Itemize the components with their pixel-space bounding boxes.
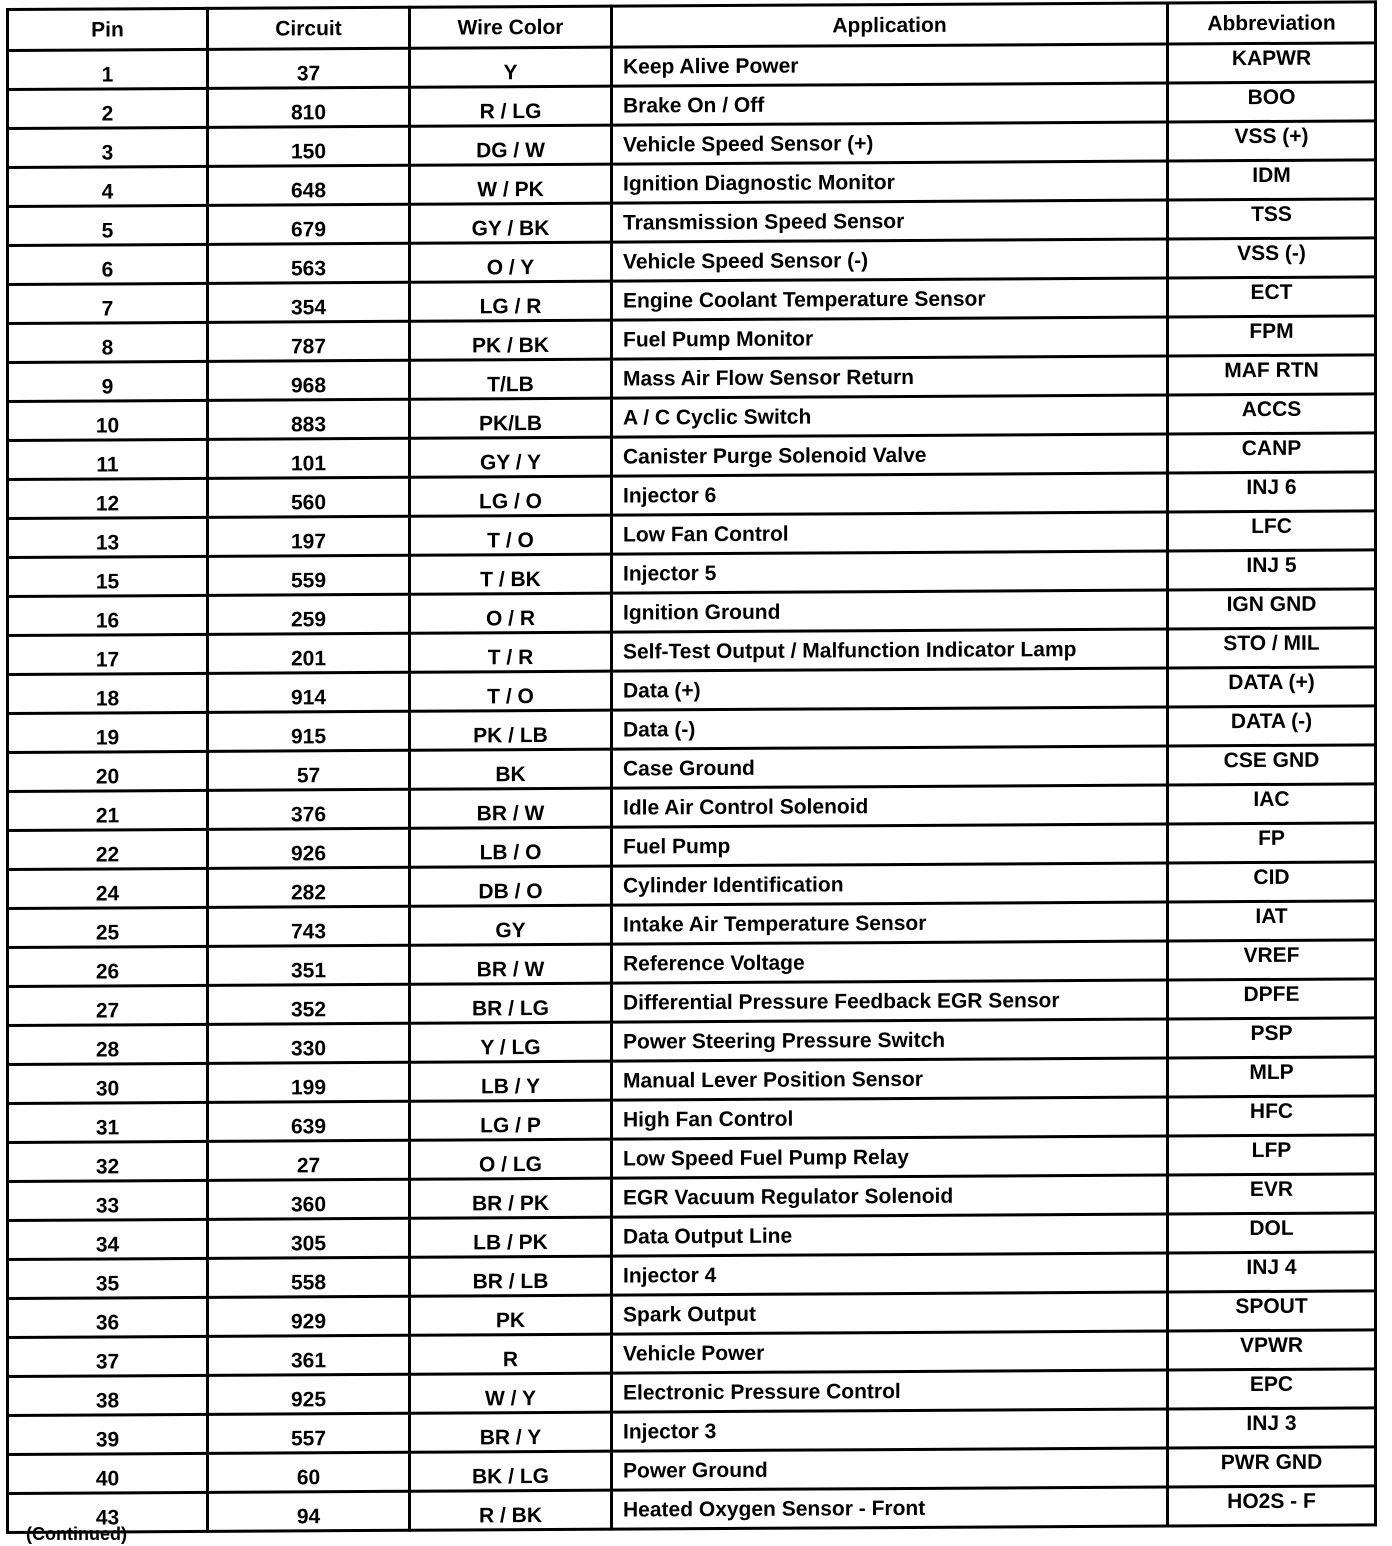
abbreviation-cell: BOO <box>1168 82 1376 122</box>
pin-cell: 13 <box>8 517 208 557</box>
application-cell: Case Ground <box>612 746 1168 788</box>
wire-color-cell: LB / PK <box>410 1217 612 1257</box>
pin-cell: 22 <box>8 829 208 869</box>
wire-color-cell: LG / R <box>410 281 612 321</box>
pin-cell: 4 <box>8 166 208 206</box>
pin-cell: 7 <box>8 283 208 323</box>
circuit-cell: 926 <box>208 828 410 868</box>
wire-color-cell: W / PK <box>410 164 612 204</box>
pin-cell: 24 <box>8 868 208 908</box>
pin-cell: 31 <box>8 1102 208 1142</box>
circuit-cell: 150 <box>208 126 410 166</box>
abbreviation-cell: STO / MIL <box>1168 628 1376 668</box>
application-cell: Ignition Ground <box>612 590 1168 632</box>
circuit-cell: 27 <box>208 1140 410 1180</box>
wire-color-cell: R / LG <box>410 86 612 126</box>
pin-table <box>6 0 1377 1534</box>
application-cell: Electronic Pressure Control <box>612 1370 1168 1412</box>
abbreviation-cell: FP <box>1168 823 1376 863</box>
application-cell: Transmission Speed Sensor <box>612 200 1168 242</box>
application-cell: Power Ground <box>612 1448 1168 1490</box>
pin-cell: 32 <box>8 1141 208 1181</box>
pin-cell: 6 <box>8 244 208 284</box>
wire-color-cell: BR / LG <box>410 983 612 1023</box>
application-cell: Reference Voltage <box>612 941 1168 983</box>
wire-color-cell: LG / O <box>410 476 612 516</box>
abbreviation-cell: CSE GND <box>1168 745 1376 785</box>
pin-cell: 25 <box>8 907 208 947</box>
abbreviation-cell: KAPWR <box>1168 43 1376 83</box>
pin-cell: 2 <box>8 88 208 128</box>
abbreviation-cell: CID <box>1168 862 1376 902</box>
abbreviation-cell: VPWR <box>1168 1330 1376 1370</box>
abbreviation-cell: DATA (+) <box>1168 667 1376 707</box>
wire-color-cell: GY / Y <box>410 437 612 477</box>
pin-cell: 38 <box>8 1375 208 1415</box>
header-abbreviation: Abbreviation <box>1168 2 1376 44</box>
abbreviation-cell: PSP <box>1168 1018 1376 1058</box>
abbreviation-cell: MLP <box>1168 1057 1376 1097</box>
pin-cell: 10 <box>8 400 208 440</box>
pin-cell: 18 <box>8 673 208 713</box>
abbreviation-cell: MAF RTN <box>1168 355 1376 395</box>
abbreviation-cell: ECT <box>1168 277 1376 317</box>
circuit-cell: 648 <box>208 165 410 205</box>
application-cell: Power Steering Pressure Switch <box>612 1019 1168 1061</box>
pin-cell: 43 <box>8 1492 208 1532</box>
application-cell: Ignition Diagnostic Monitor <box>612 161 1168 203</box>
abbreviation-cell: INJ 4 <box>1168 1252 1376 1292</box>
pin-cell: 27 <box>8 985 208 1025</box>
abbreviation-cell: LFC <box>1168 511 1376 551</box>
abbreviation-cell: FPM <box>1168 316 1376 356</box>
wire-color-cell: PK / LB <box>410 710 612 750</box>
abbreviation-cell: LFP <box>1168 1135 1376 1175</box>
application-cell: A / C Cyclic Switch <box>612 395 1168 437</box>
application-cell: Low Fan Control <box>612 512 1168 554</box>
abbreviation-cell: SPOUT <box>1168 1291 1376 1331</box>
abbreviation-cell: IAT <box>1168 901 1376 941</box>
application-cell: Injector 5 <box>612 551 1168 593</box>
header-wire-color: Wire Color <box>410 6 612 48</box>
wire-color-cell: BR / Y <box>410 1412 612 1452</box>
application-cell: Mass Air Flow Sensor Return <box>612 356 1168 398</box>
circuit-cell: 679 <box>208 204 410 244</box>
wire-color-cell: PK/LB <box>410 398 612 438</box>
circuit-cell: 639 <box>208 1101 410 1141</box>
application-cell: EGR Vacuum Regulator Solenoid <box>612 1175 1168 1217</box>
abbreviation-cell: INJ 6 <box>1168 472 1376 512</box>
application-cell: Engine Coolant Temperature Sensor <box>612 278 1168 320</box>
pin-cell: 8 <box>8 322 208 362</box>
pin-cell: 39 <box>8 1414 208 1454</box>
wire-color-cell: T / R <box>410 632 612 672</box>
pin-cell: 36 <box>8 1297 208 1337</box>
application-cell: Vehicle Power <box>612 1331 1168 1373</box>
circuit-cell: 376 <box>208 789 410 829</box>
circuit-cell: 354 <box>208 282 410 322</box>
application-cell: Fuel Pump Monitor <box>612 317 1168 359</box>
abbreviation-cell: ACCS <box>1168 394 1376 434</box>
circuit-cell: 558 <box>208 1257 410 1297</box>
abbreviation-cell: DATA (-) <box>1168 706 1376 746</box>
wire-color-cell: GY <box>410 905 612 945</box>
abbreviation-cell: DPFE <box>1168 979 1376 1019</box>
wire-color-cell: BK / LG <box>410 1451 612 1491</box>
pin-cell: 40 <box>8 1453 208 1493</box>
circuit-cell: 60 <box>208 1452 410 1492</box>
abbreviation-cell: VSS (-) <box>1168 238 1376 278</box>
circuit-cell: 330 <box>208 1023 410 1063</box>
circuit-cell: 282 <box>208 867 410 907</box>
circuit-cell: 915 <box>208 711 410 751</box>
wire-color-cell: W / Y <box>410 1373 612 1413</box>
abbreviation-cell: PWR GND <box>1168 1447 1376 1487</box>
pin-cell: 9 <box>8 361 208 401</box>
abbreviation-cell: HO2S - F <box>1168 1486 1376 1526</box>
application-cell: Heated Oxygen Sensor - Front <box>612 1487 1168 1529</box>
wire-color-cell: O / R <box>410 593 612 633</box>
circuit-cell: 201 <box>208 633 410 673</box>
circuit-cell: 914 <box>208 672 410 712</box>
wire-color-cell: GY / BK <box>410 203 612 243</box>
pin-cell: 19 <box>8 712 208 752</box>
abbreviation-cell: INJ 5 <box>1168 550 1376 590</box>
pin-cell: 20 <box>8 751 208 791</box>
circuit-cell: 259 <box>208 594 410 634</box>
wire-color-cell: PK / BK <box>410 320 612 360</box>
wire-color-cell: T / BK <box>410 554 612 594</box>
pin-cell: 34 <box>8 1219 208 1259</box>
application-cell: Idle Air Control Solenoid <box>612 785 1168 827</box>
application-cell: Injector 4 <box>612 1253 1168 1295</box>
abbreviation-cell: INJ 3 <box>1168 1408 1376 1448</box>
abbreviation-cell: IGN GND <box>1168 589 1376 629</box>
continued-note: (Continued) <box>26 1524 127 1544</box>
pin-cell: 11 <box>8 439 208 479</box>
application-cell: Low Speed Fuel Pump Relay <box>612 1136 1168 1178</box>
application-cell: Injector 6 <box>612 473 1168 515</box>
circuit-cell: 101 <box>208 438 410 478</box>
circuit-cell: 94 <box>208 1491 410 1531</box>
application-cell: Brake On / Off <box>612 83 1168 125</box>
circuit-cell: 557 <box>208 1413 410 1453</box>
pin-cell: 3 <box>8 127 208 167</box>
wire-color-cell: T/LB <box>410 359 612 399</box>
circuit-cell: 883 <box>208 399 410 439</box>
application-cell: Intake Air Temperature Sensor <box>612 902 1168 944</box>
application-cell: Keep Alive Power <box>612 44 1168 86</box>
abbreviation-cell: CANP <box>1168 433 1376 473</box>
pin-cell: 33 <box>8 1180 208 1220</box>
pin-cell: 28 <box>8 1024 208 1064</box>
circuit-cell: 787 <box>208 321 410 361</box>
application-cell: Vehicle Speed Sensor (-) <box>612 239 1168 281</box>
circuit-cell: 352 <box>208 984 410 1024</box>
wire-color-cell: O / LG <box>410 1139 612 1179</box>
application-cell: Fuel Pump <box>612 824 1168 866</box>
abbreviation-cell: TSS <box>1168 199 1376 239</box>
wire-color-cell: T / O <box>410 515 612 555</box>
application-cell: Data (-) <box>612 707 1168 749</box>
circuit-cell: 563 <box>208 243 410 283</box>
pin-cell: 30 <box>8 1063 208 1103</box>
application-cell: Canister Purge Solenoid Valve <box>612 434 1168 476</box>
wire-color-cell: Y / LG <box>410 1022 612 1062</box>
abbreviation-cell: IAC <box>1168 784 1376 824</box>
wire-color-cell: Y <box>410 47 612 87</box>
application-cell: High Fan Control <box>612 1097 1168 1139</box>
circuit-cell: 743 <box>208 906 410 946</box>
application-cell: Vehicle Speed Sensor (+) <box>612 122 1168 164</box>
abbreviation-cell: EVR <box>1168 1174 1376 1214</box>
pin-cell: 15 <box>8 556 208 596</box>
circuit-cell: 929 <box>208 1296 410 1336</box>
abbreviation-cell: EPC <box>1168 1369 1376 1409</box>
application-cell: Differential Pressure Feedback EGR Sensor <box>612 980 1168 1022</box>
table-body <box>8 43 1376 1533</box>
pin-cell: 5 <box>8 205 208 245</box>
application-cell: Data Output Line <box>612 1214 1168 1256</box>
circuit-cell: 968 <box>208 360 410 400</box>
wire-color-cell: PK <box>410 1295 612 1335</box>
pin-cell: 37 <box>8 1336 208 1376</box>
wire-color-cell: DG / W <box>410 125 612 165</box>
abbreviation-cell: HFC <box>1168 1096 1376 1136</box>
application-cell: Spark Output <box>612 1292 1168 1334</box>
application-cell: Injector 3 <box>612 1409 1168 1451</box>
header-circuit: Circuit <box>208 7 410 49</box>
wire-color-cell: BR / PK <box>410 1178 612 1218</box>
wire-color-cell: BK <box>410 749 612 789</box>
circuit-cell: 559 <box>208 555 410 595</box>
wire-color-cell: T / O <box>410 671 612 711</box>
wire-color-cell: DB / O <box>410 866 612 906</box>
wire-color-cell: R <box>410 1334 612 1374</box>
circuit-cell: 360 <box>208 1179 410 1219</box>
wire-color-cell: LB / Y <box>410 1061 612 1101</box>
circuit-cell: 560 <box>208 477 410 517</box>
circuit-cell: 925 <box>208 1374 410 1414</box>
circuit-cell: 37 <box>208 48 410 88</box>
circuit-cell: 197 <box>208 516 410 556</box>
circuit-cell: 57 <box>208 750 410 790</box>
pin-cell: 17 <box>8 634 208 674</box>
abbreviation-cell: DOL <box>1168 1213 1376 1253</box>
pin-cell: 16 <box>8 595 208 635</box>
abbreviation-cell: IDM <box>1168 160 1376 200</box>
application-cell: Manual Lever Position Sensor <box>612 1058 1168 1100</box>
abbreviation-cell: VREF <box>1168 940 1376 980</box>
wire-color-cell: R / BK <box>410 1490 612 1530</box>
pin-cell: 26 <box>8 946 208 986</box>
pin-cell: 12 <box>8 478 208 518</box>
application-cell: Cylinder Identification <box>612 863 1168 905</box>
circuit-cell: 305 <box>208 1218 410 1258</box>
header-application: Application <box>612 3 1168 47</box>
pin-cell: 1 <box>8 49 208 89</box>
application-cell: Data (+) <box>612 668 1168 710</box>
wire-color-cell: LB / O <box>410 827 612 867</box>
circuit-cell: 361 <box>208 1335 410 1375</box>
wire-color-cell: BR / W <box>410 944 612 984</box>
circuit-cell: 199 <box>208 1062 410 1102</box>
pin-cell: 21 <box>8 790 208 830</box>
circuit-cell: 810 <box>208 87 410 127</box>
application-cell: Self-Test Output / Malfunction Indicator Lamp <box>612 629 1168 671</box>
wire-color-cell: BR / W <box>410 788 612 828</box>
abbreviation-cell: VSS (+) <box>1168 121 1376 161</box>
table-row <box>8 1486 1376 1533</box>
wire-color-cell: BR / LB <box>410 1256 612 1296</box>
wire-color-cell: LG / P <box>410 1100 612 1140</box>
header-pin: Pin <box>8 8 208 50</box>
pin-cell: 35 <box>8 1258 208 1298</box>
wire-color-cell: O / Y <box>410 242 612 282</box>
circuit-cell: 351 <box>208 945 410 985</box>
